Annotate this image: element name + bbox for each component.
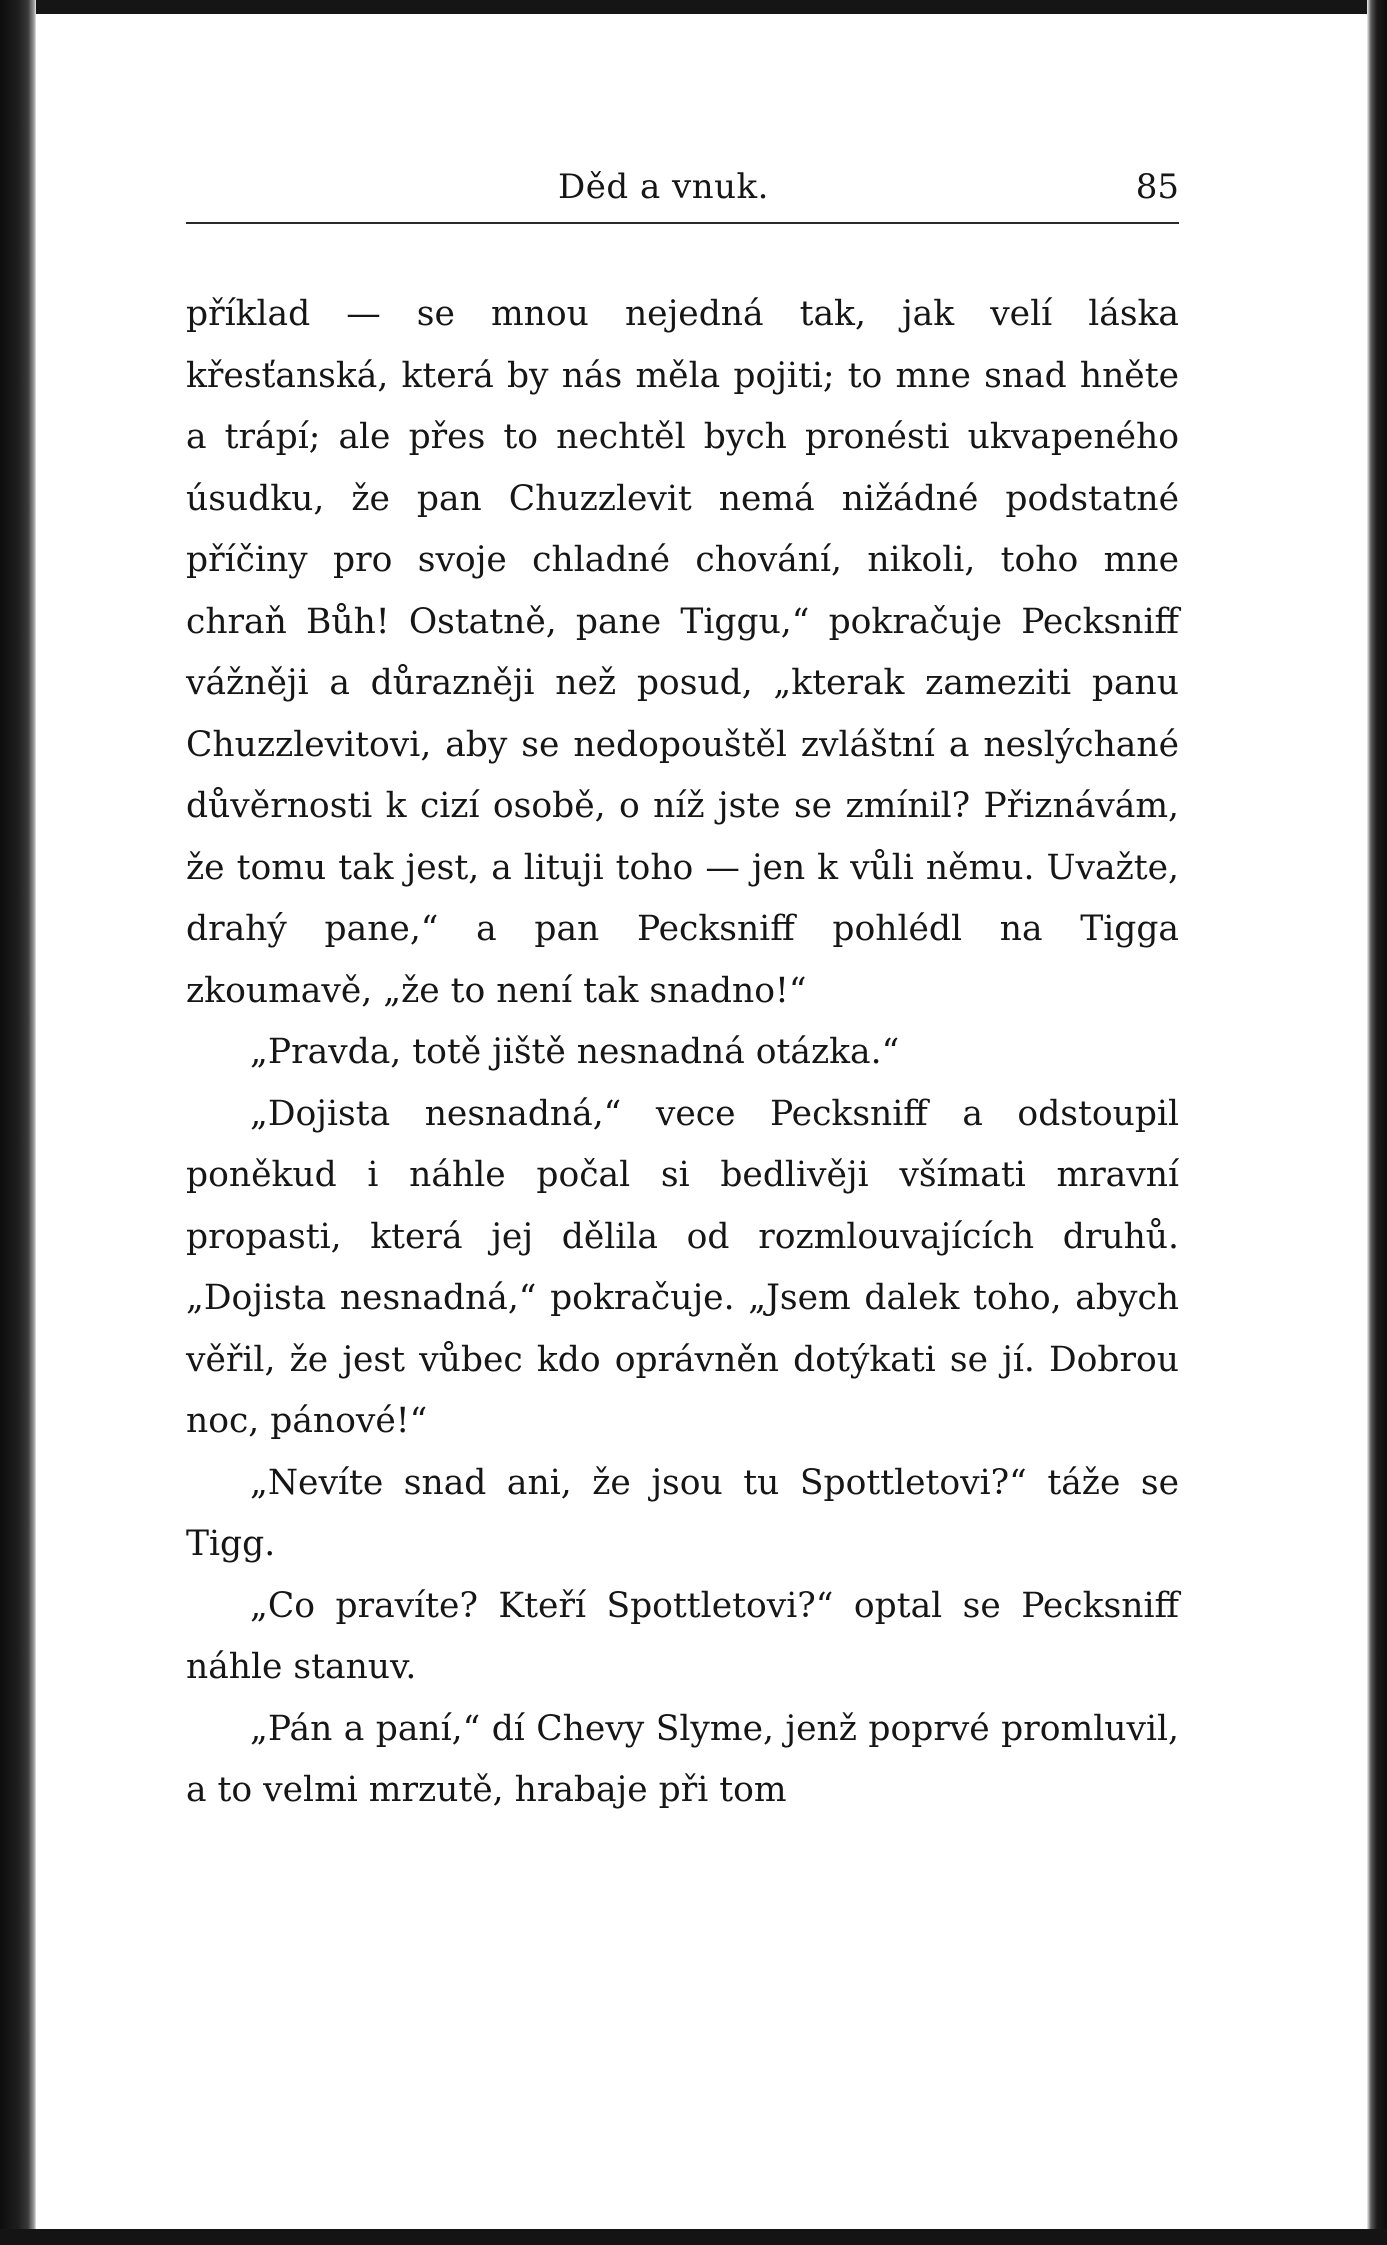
scan-border-left xyxy=(0,0,36,2245)
scan-border-right xyxy=(1367,0,1387,2245)
running-head xyxy=(186,160,1179,214)
paragraph: „Nevíte snad ani, že jsou tu Spottletovi?“ táže se Tigg. xyxy=(186,1462,1179,1564)
chapter-title: Děd a vnuk. xyxy=(558,167,769,207)
book-page xyxy=(186,160,1179,1822)
scan-border-bottom xyxy=(0,2229,1387,2245)
paragraph: „Dojista nesnadná,“ vece Pecksniff a odstoupil poněkud i náhle počal si bedlivěji všímati mravní propasti, která jej dělila od rozmlouvajících druhů. „Dojista nesnadná,“ pokračuje. „Jsem dalek toho, abych věřil, že jest vůbec kdo oprávněn dotýkati se jí. Dobrou noc, pánové!“ xyxy=(186,1093,1179,1441)
paragraph: příklad — se mnou nejedná tak, jak velí láska křesťanská, která by nás měla pojiti; to mne snad hněte a trápí; ale přes to nechtěl bych pronésti ukvapeného úsudku, že pan Chuzzlevit nemá nižádné podstatné příčiny pro svoje chladné chování, nikoli, toho mne chraň Bůh! Ostatně, pane Tiggu,“ pokračuje Pecksniff vážněji a důrazněji než posud, „kterak zameziti panu Chuzzlevitovi, aby se nedopouštěl zvláštní a neslýchané důvěrnosti k cizí osobě, o níž jste se zmínil? Přiznávám, že tomu tak jest, a lituji toho — jen k vůli němu. Uvažte, drahý pane,“ a pan Pecksniff pohlédl na Tigga zkoumavě, „že to není tak snadno!“ xyxy=(186,294,1179,1011)
paragraph: „Pravda, totě jiště nesnadná otázka.“ xyxy=(250,1032,900,1072)
paragraph: „Pán a paní,“ dí Chevy Slyme, jenž poprvé promluvil, a to velmi mrzutě, hrabaje při tom xyxy=(186,1708,1179,1810)
scan-border-top xyxy=(0,0,1387,14)
header-rule xyxy=(186,222,1179,224)
body-text xyxy=(186,284,1179,1822)
page-number: 85 xyxy=(1135,167,1179,207)
paragraph: „Co pravíte? Kteří Spottletovi?“ optal se Pecksniff náhle stanuv. xyxy=(186,1585,1179,1687)
